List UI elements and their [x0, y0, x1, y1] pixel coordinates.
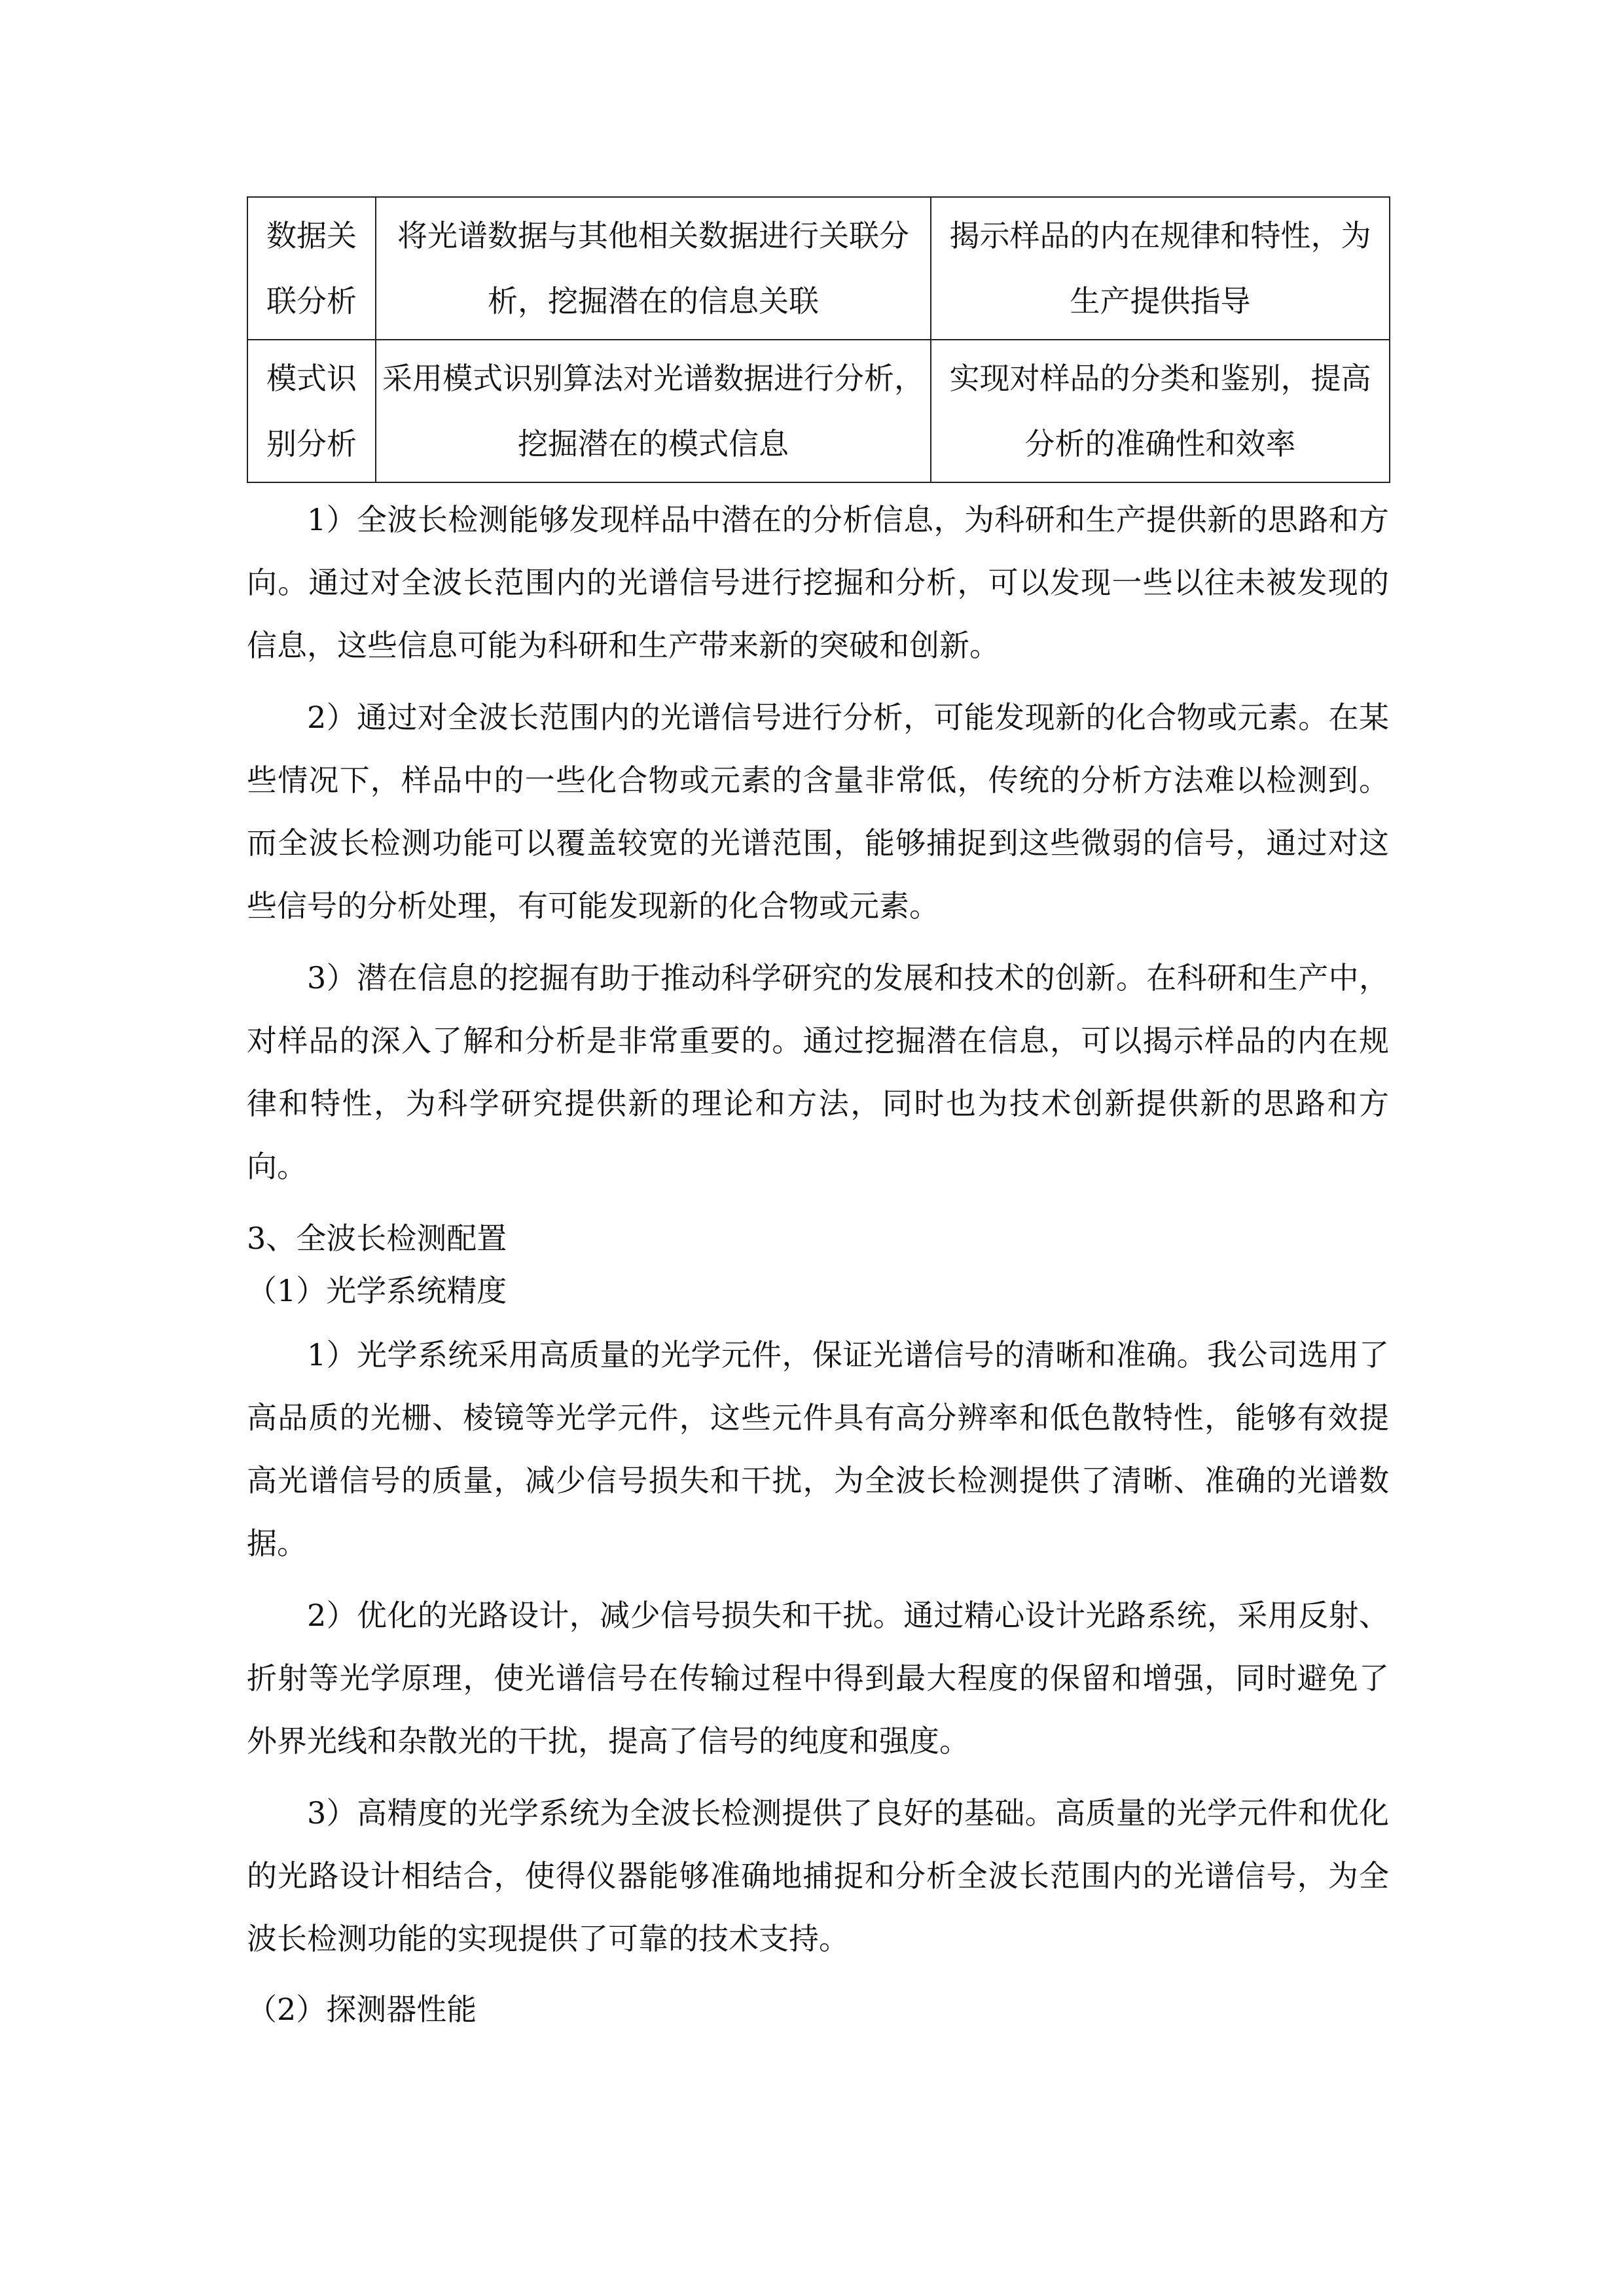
table-cell-purpose: 实现对样品的分类和鉴别，提高分析的准确性和效率: [931, 340, 1390, 482]
paragraph: 2）通过对全波长范围内的光谱信号进行分析，可能发现新的化合物或元素。在某些情况下，样品中的一些化合物或元素的含量非常低，传统的分析方法难以检测到。而全波长检测功能可以覆盖较宽的光谱范围，能够捕捉到这些微弱的信号，通过对这些信号的分析处理，有可能发现新的化合物或元素。: [247, 700, 1389, 924]
table-row: [247, 340, 1390, 482]
table-cell-name: 模式识别分析: [247, 340, 376, 482]
section-heading: 3、全波长检测配置: [247, 1221, 507, 1256]
document-page: [247, 196, 1389, 2036]
table-cell-method: 采用模式识别算法对光谱数据进行分析，挖掘潜在的模式信息: [376, 340, 931, 482]
subsection-heading: （1）光学系统精度: [247, 1273, 507, 1308]
paragraph: 1）全波长检测能够发现样品中潜在的分析信息，为科研和生产提供新的思路和方向。通过对全波长范围内的光谱信号进行挖掘和分析，可以发现一些以往未被发现的信息，这些信息可能为科研和生产带来新的突破和创新。: [247, 502, 1389, 663]
paragraph: 3）高精度的光学系统为全波长检测提供了良好的基础。高质量的光学元件和优化的光路设计相结合，使得仪器能够准确地捕捉和分析全波长范围内的光谱信号，为全波长检测功能的实现提供了可靠的技术支持。: [247, 1795, 1389, 1956]
table-row: [247, 197, 1390, 340]
analysis-table: [247, 196, 1390, 483]
paragraph: 1）光学系统采用高质量的光学元件，保证光谱信号的清晰和准确。我公司选用了高品质的光栅、棱镜等光学元件，这些元件具有高分辨率和低色散特性，能够有效提高光谱信号的质量，减少信号损失和干扰，为全波长检测提供了清晰、准确的光谱数据。: [247, 1337, 1389, 1561]
paragraph: 2）优化的光路设计，减少信号损失和干扰。通过精心设计光路系统，采用反射、折射等光学原理，使光谱信号在传输过程中得到最大程度的保留和增强，同时避免了外界光线和杂散光的干扰，提高了信号的纯度和强度。: [247, 1598, 1389, 1759]
table-cell-purpose: 揭示样品的内在规律和特性，为生产提供指导: [931, 197, 1390, 340]
subsection-heading: （2）探测器性能: [247, 1992, 477, 2027]
paragraph: 3）潜在信息的挖掘有助于推动科学研究的发展和技术的创新。在科研和生产中，对样品的深入了解和分析是非常重要的。通过挖掘潜在信息，可以揭示样品的内在规律和特性，为科学研究提供新的理论和方法，同时也为技术创新提供新的思路和方向。: [247, 960, 1389, 1184]
table-cell-method: 将光谱数据与其他相关数据进行关联分析，挖掘潜在的信息关联: [376, 197, 931, 340]
table-cell-name: 数据关联分析: [247, 197, 376, 340]
